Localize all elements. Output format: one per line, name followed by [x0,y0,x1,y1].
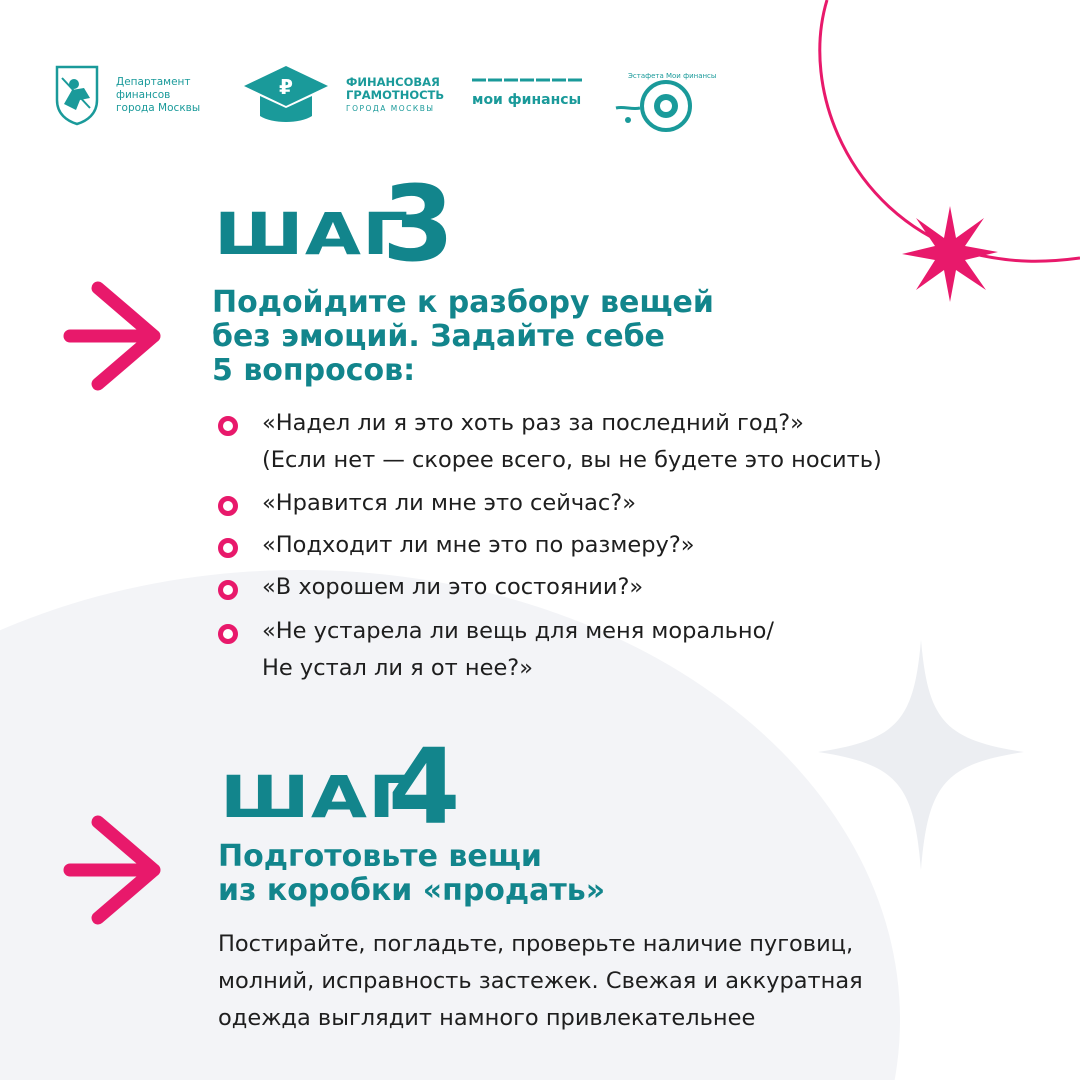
step4-body [218,926,863,1037]
step4-body-line: молний, исправность застежек. Свежая и аккуратная [218,968,863,994]
sparkle-star-icon [818,640,1024,870]
graduation-cap-ruble-icon [240,62,332,128]
dept-logo-text [116,76,200,115]
question-line: (Если нет — скорее всего, вы не будете это носить) [262,447,882,473]
fin-logo-line3: ГОРОДА МОСКВЫ [346,104,435,113]
bullet-icon [218,416,238,436]
bullet-icon [218,538,238,558]
fin-logo-line1: ФИНАНСОВАЯ [346,75,440,89]
dept-logo-line3: города Москвы [116,102,201,114]
moi-logo-label: мои финансы [472,92,582,108]
svg-text:₽: ₽ [279,75,293,99]
bullet-icon [218,624,238,644]
step3-heading-number: 3 [382,163,455,285]
dept-logo-line1: Департамент [116,76,191,88]
step3-heading-word: ШАГ [214,200,410,268]
list-item [262,613,774,687]
step4-heading-word: ШАГ [220,763,416,831]
fin-logo-line2: ГРАМОТНОСТЬ [346,88,445,102]
question-line: «Надел ли я это хоть раз за последний год?» [262,410,804,436]
moi-finansy-lines-icon [472,78,584,86]
question-line: Не устал ли я от нее?» [262,655,533,681]
club-logo-label: Эстафета Мои финансы [628,72,717,80]
question-line: «В хорошем ли это состоянии?» [262,574,644,600]
list-item [262,485,636,522]
question-line: «Нравится ли мне это сейчас?» [262,490,637,516]
bullet-icon [218,580,238,600]
step3-title [212,286,714,388]
step3-title-line: без эмоций. Задайте себе [212,319,665,354]
bullet-icon [218,496,238,516]
moscow-coat-of-arms-icon [54,64,100,126]
step3-title-line: Подойдите к разбору вещей [212,285,714,320]
question-line: «Подходит ли мне это по размеру?» [262,532,695,558]
list-item [262,405,882,479]
step4-title-line: из коробки «продать» [218,873,606,908]
list-item [262,527,695,564]
step3-title-line: 5 вопросов: [212,353,416,388]
dept-logo-line2: финансов [116,89,171,101]
starburst-icon [898,202,1002,306]
arrow-right-icon [62,810,166,930]
arrow-right-icon [62,276,166,396]
fin-logo-text [346,76,444,115]
step4-body-line: Постирайте, погладьте, проверьте наличие пуговиц, [218,931,854,957]
step4-title-line: Подготовьте вещи [218,839,542,874]
step4-body-line: одежда выглядит намного привлекательнее [218,1005,756,1031]
step4-heading-number: 4 [388,726,461,848]
step4-title [218,840,605,908]
question-line: «Не устарела ли вещь для меня морально/ [262,618,774,644]
list-item [262,569,643,606]
